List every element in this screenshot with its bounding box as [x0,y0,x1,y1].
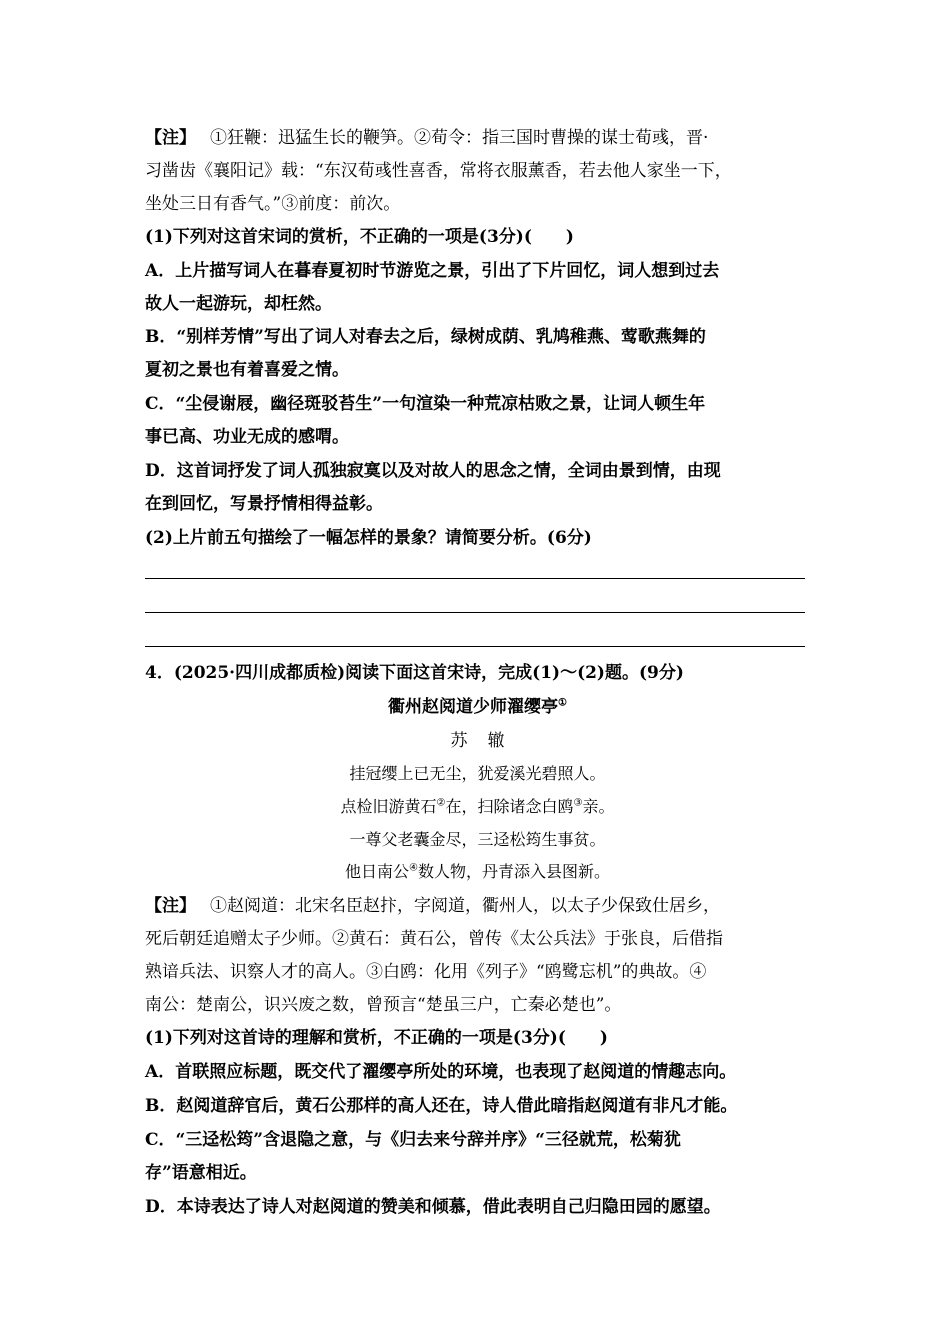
q4-note-label: 【注】 [145,896,196,916]
poem-author [145,731,810,751]
q3-option-d-line-1: D．这首词抒发了词人孤独寂寞以及对故人的思念之情，全词由景到情，由现 [145,461,721,481]
q4-note-line-3: 熟谙兵法、识察人才的高人。③白鸥：化用《列子》“鸥鹭忘机”的典故。④ [145,962,707,982]
answer-line-1[interactable] [145,578,805,579]
poem-title [145,697,810,717]
q3-option-a-line-1: A．上片描写词人在暮春夏初时节游览之景，引出了下片回忆，词人想到过去 [145,261,720,281]
q3-note-line-1 [145,128,810,148]
poem-author-2: 辙 [487,731,505,751]
note-mark-4: ④ [409,862,418,874]
poem-line-3: 一尊父老囊金尽，三迳松筠生事贫。 [349,830,606,849]
poem-line-2 [145,797,810,817]
poem-title-text: 衢州赵阅道少师濯缨亭 [388,697,559,717]
poem-line-2-part-2: 在，扫除诸念白鸥 [445,797,574,816]
q4-option-d: D．本诗表达了诗人对赵阅道的赞美和倾慕，借此表明自己归隐田园的愿望。 [145,1197,721,1217]
answer-line-2[interactable] [145,612,805,613]
q3-sub2-stem: (2)上片前五句描绘了一幅怎样的景象？请简要分析。(6分) [145,528,592,548]
q3-option-a-line-2: 故人一起游玩，却枉然。 [145,294,332,314]
q3-option-d-line-2: 在到回忆，写景抒情相得益彰。 [145,494,383,514]
q4-note-line-2: 死后朝廷追赠太子少师。②黄石：黄石公，曾传《太公兵法》于张良，后借指 [145,929,723,949]
poem-line-2-part-3: 亲。 [582,797,615,816]
note-mark-2: ② [436,797,446,809]
poem-line-4-part-2: 数人物，丹青添入县图新。 [417,862,610,881]
q4-note-text-1: ①赵阅道：北宋名臣赵抃，字阅道，衢州人，以太子少保致仕居乡， [210,896,720,916]
q3-option-c-line-2: 事已高、功业无成的感喟。 [145,427,349,447]
poem-line-4-part-1: 他日南公 [345,862,410,881]
q3-option-b-line-1: B．“别样芳情”写出了词人对春去之后，绿树成荫、乳鸠稚燕、莺歌燕舞的 [145,327,706,347]
q4-header: 4．(2025·四川成都质检)阅读下面这首宋诗，完成(1)～(2)题。(9分) [145,663,684,683]
q3-note-line-3: 坐处三日有香气。”③前度：前次。 [145,194,401,214]
q4-option-a: A．首联照应标题，既交代了濯缨亭所处的环境，也表现了赵阅道的情趣志向。 [145,1062,737,1082]
q4-option-c-line-2: 存”语意相近。 [145,1163,257,1183]
q3-note-text-1: ①狂鞭：迅猛生长的鞭笋。②荀令：指三国时曹操的谋士荀彧，晋· [210,128,709,148]
q3-option-b-line-2: 夏初之景也有着喜爱之情。 [145,360,349,380]
q4-note-line-1 [145,896,810,916]
poem-line-2-part-1: 点检旧游黄石 [340,797,437,816]
q3-note-line-2: 习凿齿《襄阳记》载：“东汉荀彧性喜香，常将衣服薰香，若去他人家坐一下， [145,161,732,181]
q4-option-c-line-1: C．“三迳松筠”含退隐之意，与《归去来兮辞并序》“三径就荒，松菊犹 [145,1130,681,1150]
poem-line-4 [145,862,810,882]
answer-line-3[interactable] [145,646,805,647]
q3-sub1-stem: (1)下列对这首宋词的赏析，不正确的一项是(3分)( ) [145,227,574,247]
q3-option-c-line-1: C．“尘侵谢屐，幽径斑驳苔生”一句渲染一种荒凉枯败之景，让词人顿生年 [145,394,706,414]
q4-sub1-stem: (1)下列对这首诗的理解和赏析，不正确的一项是(3分)( ) [145,1028,608,1048]
note-mark-3: ③ [573,797,583,809]
q3-note-label: 【注】 [145,128,196,148]
poem-title-note-mark: ① [558,697,567,709]
q4-option-b: B．赵阅道辞官后，黄石公那样的高人还在，诗人借此暗指赵阅道有非凡才能。 [145,1096,738,1116]
q4-note-line-4: 南公：楚南公，识兴废之数，曾预言“楚虽三户，亡秦必楚也”。 [145,995,622,1015]
poem-line-1: 挂冠缨上已无尘，犹爱溪光碧照人。 [349,764,606,783]
poem-author-1: 苏 [450,731,468,751]
